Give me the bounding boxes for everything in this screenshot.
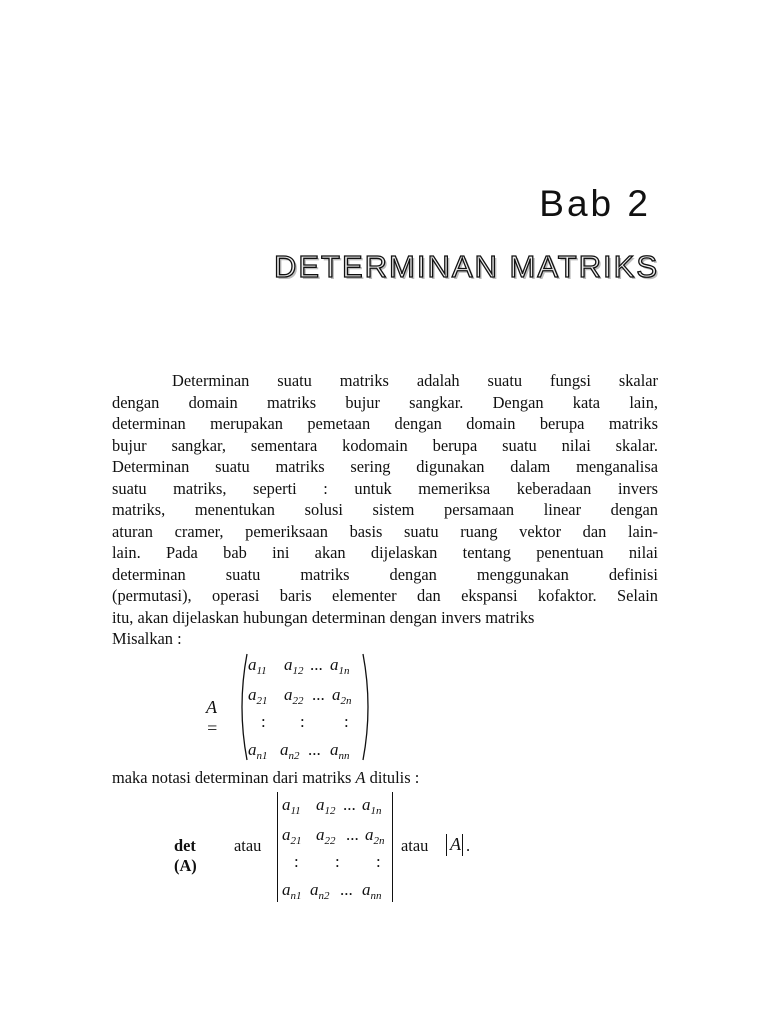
- matrix-entry: $a_{11}$: [248, 655, 267, 677]
- atau-label: atau: [234, 836, 262, 855]
- paragraph-line: lain. Pada bab ini akan dijelaskan tentang penentuan nilai: [112, 543, 658, 562]
- matrix-entry: $a_{nn}$: [362, 880, 382, 902]
- matrix-entry: $a_{21}$: [248, 685, 268, 707]
- matrix-entry: ...: [343, 795, 356, 814]
- matrix-entry: :: [376, 852, 381, 871]
- det-left-bar: [277, 792, 278, 902]
- chapter-title: DETERMINAN MATRIKS: [273, 249, 659, 284]
- matrix-entry: $a_{1n}$: [330, 655, 350, 677]
- matrix-entry: ...: [346, 825, 359, 844]
- paragraph-line: dengan domain matriks bujur sangkar. Dengan kata lain,: [112, 392, 658, 412]
- matrix-entry: :: [261, 712, 266, 731]
- matrix-entry: :: [344, 712, 349, 731]
- matrix-entry: $a_{21}$: [282, 825, 302, 847]
- abs-bar-left: [446, 834, 447, 856]
- matrix-entry: $a_{22}$: [316, 825, 336, 847]
- intro-paragraph: [112, 370, 658, 650]
- abs-bar-right: [462, 834, 463, 856]
- matrix-entry: $a_{2n}$: [332, 685, 352, 707]
- paragraph-line: (permutasi), operasi baris elementer dan ekspansi kofaktor. Selain: [112, 586, 658, 605]
- abs-var: A: [450, 834, 461, 854]
- paragraph-line: determinan merupakan pemetaan dengan domain berupa matriks: [112, 414, 658, 433]
- matrix-entry: $a_{12}$: [284, 655, 304, 677]
- matrix-entry: $a_{n1}$: [248, 740, 268, 762]
- matrix-entry: :: [300, 712, 305, 731]
- matrix-entry: $a_{nn}$: [330, 740, 350, 762]
- matrix-entry: $a_{n2}$: [310, 880, 330, 902]
- det-label: det (A): [174, 836, 197, 875]
- matrix-entry: $a_{n1}$: [282, 880, 302, 902]
- paragraph-line: Determinan suatu matriks sering digunakan dalam menganalisa: [112, 457, 658, 476]
- matrix-entry: :: [335, 852, 340, 871]
- matrix-entry: $a_{11}$: [282, 795, 301, 817]
- matrix-lhs: A =: [206, 697, 219, 738]
- det-right-bar: [392, 792, 393, 902]
- paragraph-line: Determinan suatu matriks adalah suatu fungsi skalar: [172, 371, 658, 390]
- paragraph-line: Misalkan :: [112, 629, 182, 648]
- matrix-entry: $a_{12}$: [316, 795, 336, 817]
- matrix-entry: ...: [340, 880, 353, 899]
- matrix-entry: $a_{1n}$: [362, 795, 382, 817]
- matrix-entry: :: [294, 852, 299, 871]
- matrix-entry: ...: [310, 655, 323, 674]
- paragraph-line: determinan suatu matriks dengan menggunakan definisi: [112, 564, 658, 584]
- paragraph-line: aturan cramer, pemeriksaan basis suatu ruang vektor dan lain-: [112, 521, 658, 541]
- right-paren: [360, 652, 374, 762]
- atau-label: atau: [401, 836, 429, 855]
- paragraph-line: bujur sangkar, sementara kodomain berupa suatu nilai skalar.: [112, 435, 658, 455]
- matrix-entry: ...: [308, 740, 321, 759]
- paragraph-line: itu, akan dijelaskan hubungan determinan dengan invers matriks: [112, 607, 535, 627]
- chapter-number: Bab 2: [539, 183, 651, 224]
- matrix-entry: $a_{22}$: [284, 685, 304, 707]
- matrix-entry: ...: [312, 685, 325, 704]
- matrix-entry: $a_{n2}$: [280, 740, 300, 762]
- paragraph-line: matriks, menentukan solusi sistem persamaan linear dengan: [112, 500, 658, 519]
- notation-sentence: maka notasi determinan dari matriks A ditulis :: [112, 768, 420, 787]
- period: .: [466, 836, 471, 855]
- matrix-entry: $a_{2n}$: [365, 825, 385, 847]
- paragraph-line: suatu matriks, seperti : untuk memeriksa keberadaan invers: [112, 478, 658, 498]
